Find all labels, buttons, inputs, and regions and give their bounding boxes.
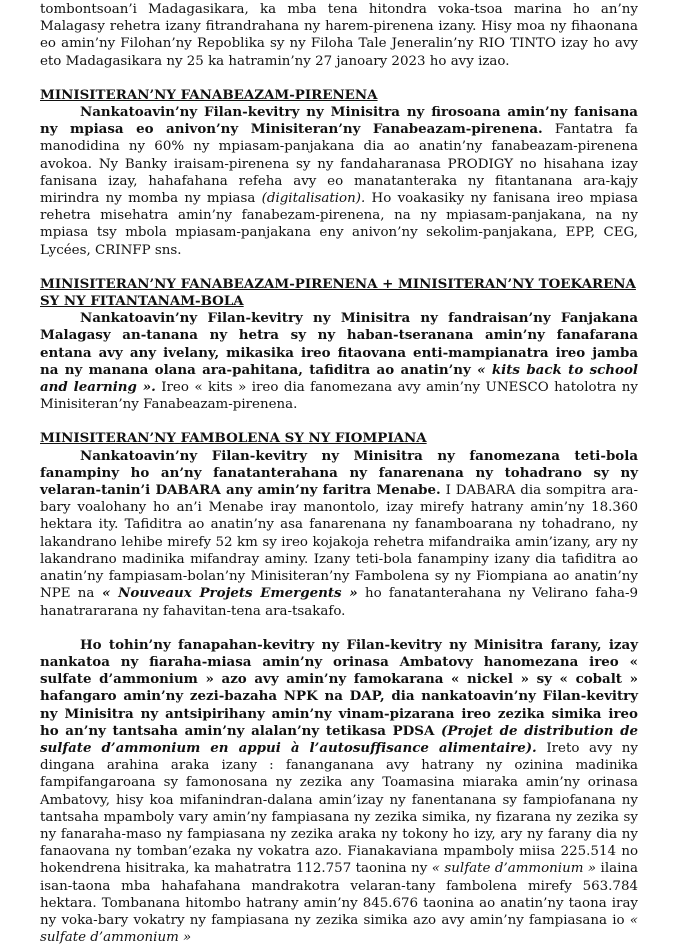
bold-lead: Nankatoavin’ny Filan-kevitry ny Minisitra ny firosoana amin’ny fanisana ny mpiasa eo anivon’ny Minisiteran’ny Fanabeazam-pirenena. bbox=[40, 104, 638, 138]
section-fanabeazam-pirenena bbox=[40, 87, 638, 259]
bold-lead: Nankatoavin’ny Filan-kevitry ny Minisitra ny fandraisan’ny Fanjakana Malagasy an-tanana ny hetra sy ny haban-tseranana amin’ny fanafarana entana avy any ivelany, mikasika ireo fitaovana enti-mampianatra ireo jamba na ny manana olana ara-pahitana, tafiditra ao anatin’ny bbox=[40, 310, 638, 378]
section-paragraph bbox=[40, 104, 638, 259]
intro-paragraph bbox=[40, 1, 638, 70]
section-fambolena-fiompiana bbox=[40, 430, 638, 619]
body-text: Ho voakasiky ny fanisana ireo mpiasa rehetra misehatra amin’ny fanabezam-pirenena, na ny mpiasam-panjakana, na ny mpiasa tsy mbola mpiasam-panjakana eny anivon’ny sekolim-panjakana, EPP, CEG, Lycées, CRINFP sns. bbox=[40, 191, 638, 258]
body-text: Ireo « kits » ireo dia fanomezana avy amin’ny UNESCO hatolotra ny Minisiteran’ny Fanabeazam-pirenena. bbox=[40, 380, 638, 413]
italic-text: (digitalisation). bbox=[261, 191, 366, 207]
section-paragraph bbox=[40, 448, 638, 620]
bold-italic-text: « kits back to school and learning ». bbox=[40, 361, 638, 396]
section-zezika-simika bbox=[40, 637, 638, 946]
italic-text: « sulfate d’ammonium » bbox=[427, 861, 597, 877]
bold-italic-text: « Nouveaux Projets Emergents » bbox=[94, 585, 358, 602]
section-fanabeazam-pirenena-toekarena bbox=[40, 276, 638, 414]
section-heading: MINISITERAN’NY FAMBOLENA SY NY FIOMPIANA bbox=[40, 430, 427, 447]
body-text: ilaina isan-taona mba hahafahana mandrakotra velaran-tany fambolena mirefy 563.784 hektara. Tombanana hitombo hatrany amin’ny 845.676 taonina ao anatin’ny taona iray ny voka-bary vokatry ny fampiasana ny zezika simika azo avy amin’ny fampiasana io bbox=[40, 861, 638, 928]
body-text: Fantatra fa manodidina ny 60% ny mpiasam-panjakana dia ao anatin’ny fanabeazam-pirenena avokoa. Ny Banky iraisam-pirenena sy ny fandaharanasa PRODIGY no hisahana izay fanisana izay, hahafahana refeha avy eo manatanteraka ny fitantanana ara-kajy mirindra ny momba ny mpiasa bbox=[40, 122, 638, 207]
bold-lead: Ho tohin’ny fanapahan-kevitry ny Filan-kevitry ny Minisitra farany, izay nankatoa ny fiaraha-miasa amin’ny orinasa Ambatovy hanomezana ireo « sulfate d’ammonium » azo avy amin’ny famokarana « nickel » sy « cobalt » hafangaro amin’ny zezi-bazaha NPK na DAP, dia nankatoavin’ny Filan-kevitry ny Minisitra ny antsipirihany amin’ny vinam-pizarana ireo zezika simika ireo ho an’ny tantsaha amin’ny alalan’ny tetikasa PDSA bbox=[40, 636, 638, 739]
italic-text: « sulfate d’ammonium » bbox=[40, 912, 638, 946]
bold-italic-text: (Projet de distribution de sulfate d’ammonium en appui à l’autosuffisance alimentaire). bbox=[40, 722, 638, 756]
body-text: Ireto avy ny dingana arahina araka izany : fananganana avy hatrany ny ozinina madinika fampifangaroana sy famonosana ny zezika any Toamasina miaraka amin’ny orinasa Ambatovy, hisy koa mifanindran-dalana amin’izay ny fanentanana sy fampiofanana ny tantsaha mpamboly vary amin’ny fampiasana ny zezika simika, ny fizarana ny zezika sy ny fanaraha-maso ny fampiasana ny zezika araka ny tokony ho izy, ary ny farany dia ny fanaovana ny tomban’ezaka ny vokatra azo. Fianakaviana mpamboly miisa 225.514 no hokendrena hisitraka, ka mahatratra 112.757 taonina ny bbox=[40, 740, 638, 877]
section-heading: MINISITERAN’NY FANABEAZAM-PIRENENA + MINISITERAN’NY TOEKARENA SY NY FITANTANAM-BOLA bbox=[40, 275, 636, 310]
intro-text: tombontsoan’i Madagasikara, ka mba tena hitondra voka-tsoa marina ho an’ny Malagasy rehetra izany fitrandrahana ny harem-pirenena izany. Hisy moa ny fihaonana eo amin’ny Filohan’ny Repoblika sy ny Filoha Tale Jeneralin’ny RIO TINTO izay ho avy eto Madagasikara ny 25 ka hatramin’ny 27 janoary 2023 ho avy izao. bbox=[40, 2, 638, 69]
section-heading: MINISITERAN’NY FANABEAZAM-PIRENENA bbox=[40, 86, 378, 103]
body-text: ho fanatanterahana ny Velirano faha-9 hanatrararana ny fahavitan-tena ara-tsakafo. bbox=[40, 586, 638, 619]
bold-lead: Nankatoavin’ny Filan-kevitry ny Minisitra ny fanomezana teti-bola fanampiny ho an’ny fanatanterahana ny fanarenana ny tohadrano sy ny velaran-tanin’i DABARA any amin’ny faritra Menabe. bbox=[40, 447, 638, 499]
body-text: I DABARA dia sompitra ara-bary voalohany ho an’i Menabe iray manontolo, izay mirefy hatrany amin’ny 18.360 hektara ity. Tafiditra ao anatin’ny asa fanarenana ny fanamboarana ny tohadrano, ny lakandrano lehibe mirefy 52 km sy ireo kojakoja rehetra mifandraika amin’izany, ary ny lakandrano madinika mifandray aminy. Izany teti-bola fanampiny izany dia tafiditra ao anatin’ny fampiasam-bolan’ny Minisiteran’ny Fambolena sy ny Fiompiana ao anatin’ny NPE na bbox=[40, 483, 638, 602]
section-paragraph bbox=[40, 310, 638, 413]
section-paragraph bbox=[40, 637, 638, 946]
